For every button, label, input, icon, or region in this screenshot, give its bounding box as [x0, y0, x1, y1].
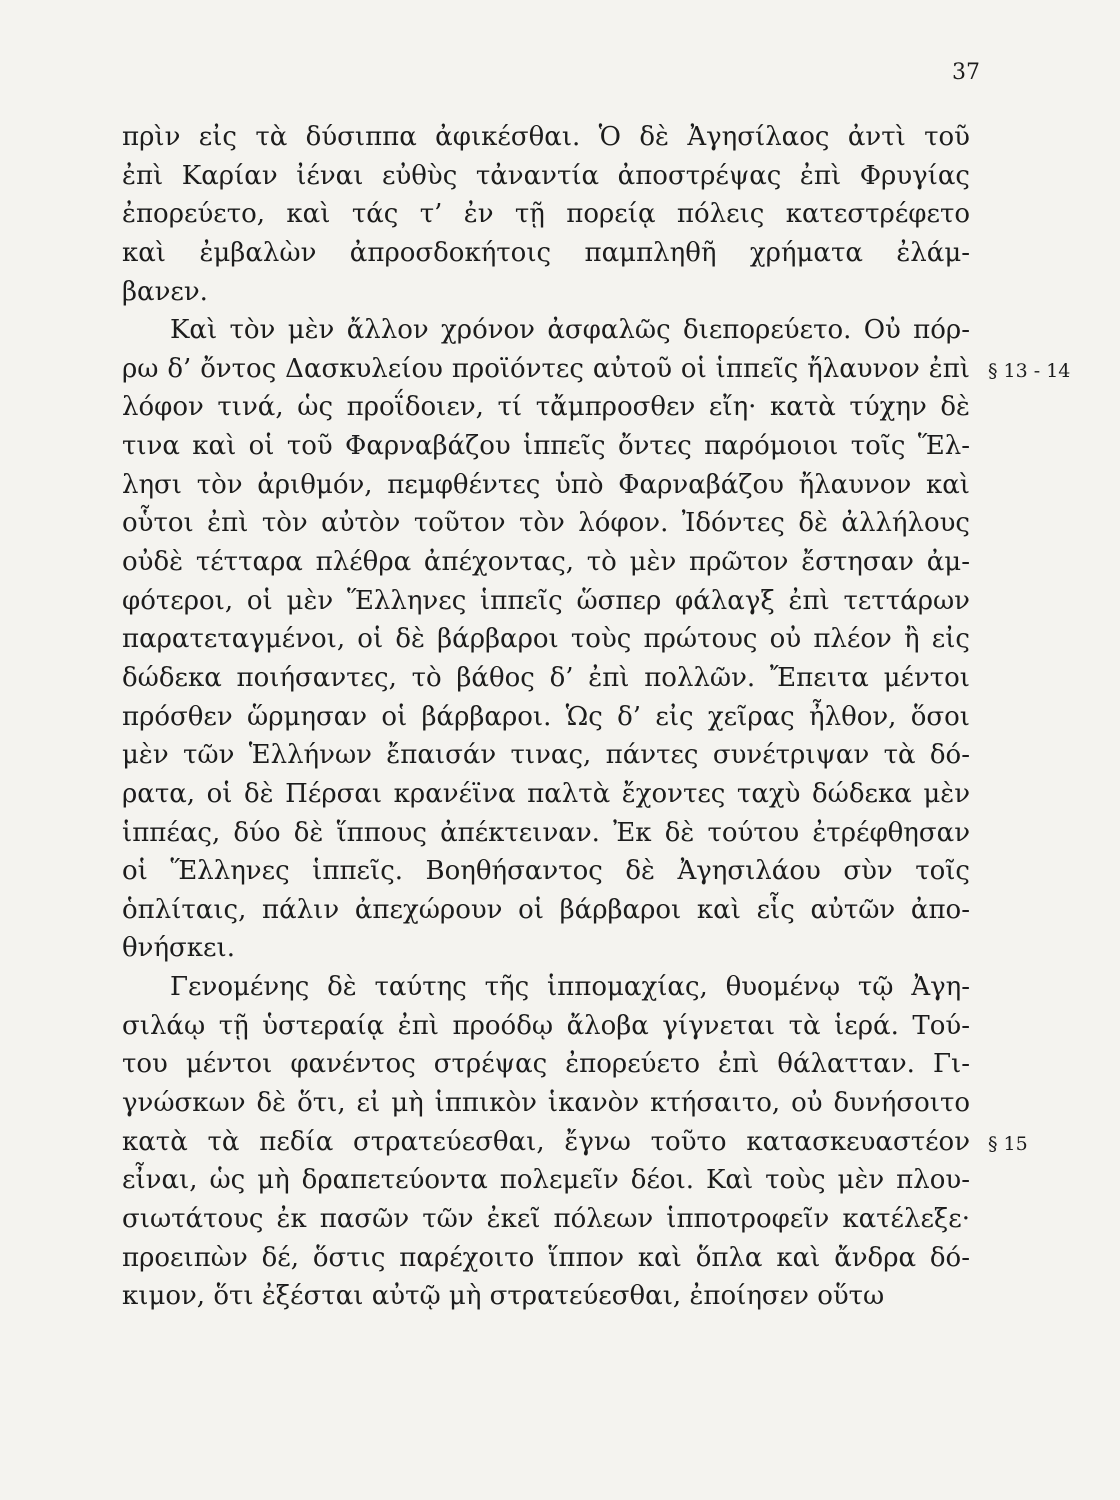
margin-reference: § 15 — [988, 1132, 1028, 1155]
text-line: σιλάῳ τῇ ὑστεραίᾳ ἐπὶ προόδῳ ἄλοβα γίγνεται τὰ ἱερά. Τού- — [122, 1010, 970, 1041]
text-line: λησι τὸν ἀριθμόν, πεμφθέντες ὑπὸ Φαρναβάζου ἤλαυνον καὶ — [122, 469, 970, 500]
text-line: γνώσκων δὲ ὅτι, εἰ μὴ ἱππικὸν ἱκανὸν κτήσαιτο, οὐ δυνήσοιτο — [122, 1088, 970, 1119]
text-line: μὲν τῶν Ἑλλήνων ἔπαισάν τινας, πάντες συνέτριψαν τὰ δό- — [122, 740, 970, 771]
text-line: κιμον, ὅτι ἐξέσται αὐτῷ μὴ στρατεύεσθαι, ἐποίησεν οὕτω — [122, 1281, 885, 1312]
text-line: οὗτοι ἐπὶ τὸν αὐτὸν τοῦτον τὸν λόφον. Ἰδόντες δὲ ἀλλήλους — [122, 508, 970, 539]
text-line: παρατεταγμένοι, οἱ δὲ βάρβαροι τοὺς πρώτους οὐ πλέον ἢ εἰς — [122, 624, 970, 655]
text-line: οἱ Ἕλληνες ἱππεῖς. Βοηθήσαντος δὲ Ἀγησιλάου σὺν τοῖς — [122, 856, 970, 887]
text-line: οὐδὲ τέτταρα πλέθρα ἀπέχοντας, τὸ μὲν πρῶτον ἔστησαν ἀμ- — [122, 547, 970, 578]
text-line: Καὶ τὸν μὲν ἄλλον χρόνον ἀσφαλῶς διεπορεύετο. Οὐ πόρ- — [170, 315, 970, 346]
text-column — [122, 118, 970, 1316]
margin-reference: § 13 - 14 — [988, 359, 1071, 382]
text-line: κατὰ τὰ πεδία στρατεύεσθαι, ἔγνω τοῦτο κατασκευαστέον — [122, 1126, 970, 1157]
text-line: ρω δ’ ὄντος Δασκυλείου προϊόντες αὐτοῦ οἱ ἱππεῖς ἤλαυνον ἐπὶ — [122, 353, 970, 384]
text-line: εἶναι, ὡς μὴ δραπετεύοντα πολεμεῖν δέοι. Καὶ τοὺς μὲν πλου- — [122, 1165, 970, 1196]
paragraph-1 — [122, 118, 970, 311]
text-line: ρατα, οἱ δὲ Πέρσαι κρανέϊνα παλτὰ ἔχοντες ταχὺ δώδεκα μὲν — [122, 778, 970, 809]
text-line: ἐπορεύετο, καὶ τάς τ’ ἐν τῇ πορείᾳ πόλεις κατεστρέφετο — [122, 199, 970, 230]
text-line: προειπὼν δέ, ὅστις παρέχοιτο ἵππον καὶ ὅπλα καὶ ἄνδρα δό- — [122, 1242, 970, 1273]
paragraph-2 — [122, 311, 970, 968]
text-line: Γενομένης δὲ ταύτης τῆς ἱππομαχίας, θυομένῳ τῷ Ἀγη- — [170, 972, 970, 1003]
text-line: καὶ ἐμβαλὼν ἀπροσδοκήτοις παμπληθῆ χρήματα ἐλάμ- — [122, 237, 970, 268]
text-line: ὁπλίταις, πάλιν ἀπεχώρουν οἱ βάρβαροι καὶ εἷς αὐτῶν ἀπο- — [122, 894, 970, 925]
text-line: λόφον τινά, ὡς προΐδοιεν, τί τἄμπροσθεν εἴη· κατὰ τύχην δὲ — [122, 392, 970, 423]
text-line: ἐπὶ Καρίαν ἰέναι εὐθὺς τἀναντία ἀποστρέψας ἐπὶ Φρυγίας — [122, 160, 970, 191]
page-number: 37 — [952, 60, 980, 85]
text-line: σιωτάτους ἐκ πασῶν τῶν ἐκεῖ πόλεων ἱπποτροφεῖν κατέλεξε· — [122, 1203, 970, 1234]
text-line: δώδεκα ποιήσαντες, τὸ βάθος δ’ ἐπὶ πολλῶν. Ἔπειτα μέντοι — [122, 662, 970, 693]
text-line: του μέντοι φανέντος στρέψας ἐπορεύετο ἐπὶ θάλατταν. Γι- — [122, 1049, 970, 1080]
text-line: τινα καὶ οἱ τοῦ Φαρναβάζου ἱππεῖς ὄντες παρόμοιοι τοῖς Ἕλ- — [122, 431, 970, 462]
text-line: βανεν. — [122, 276, 208, 307]
text-line: φότεροι, οἱ μὲν Ἕλληνες ἱππεῖς ὥσπερ φάλαγξ ἐπὶ τεττάρων — [122, 585, 970, 616]
paragraph-3 — [122, 968, 970, 1316]
text-line: πρὶν εἰς τὰ δύσιππα ἀφικέσθαι. Ὁ δὲ Ἀγησίλαος ἀντὶ τοῦ — [122, 122, 970, 152]
text-line: πρόσθεν ὥρμησαν οἱ βάρβαροι. Ὡς δ’ εἰς χεῖρας ἦλθον, ὅσοι — [122, 701, 970, 732]
text-line: θνήσκει. — [122, 933, 235, 964]
text-line: ἱππέας, δύο δὲ ἵππους ἀπέκτειναν. Ἐκ δὲ τούτου ἐτρέφθησαν — [122, 817, 970, 848]
